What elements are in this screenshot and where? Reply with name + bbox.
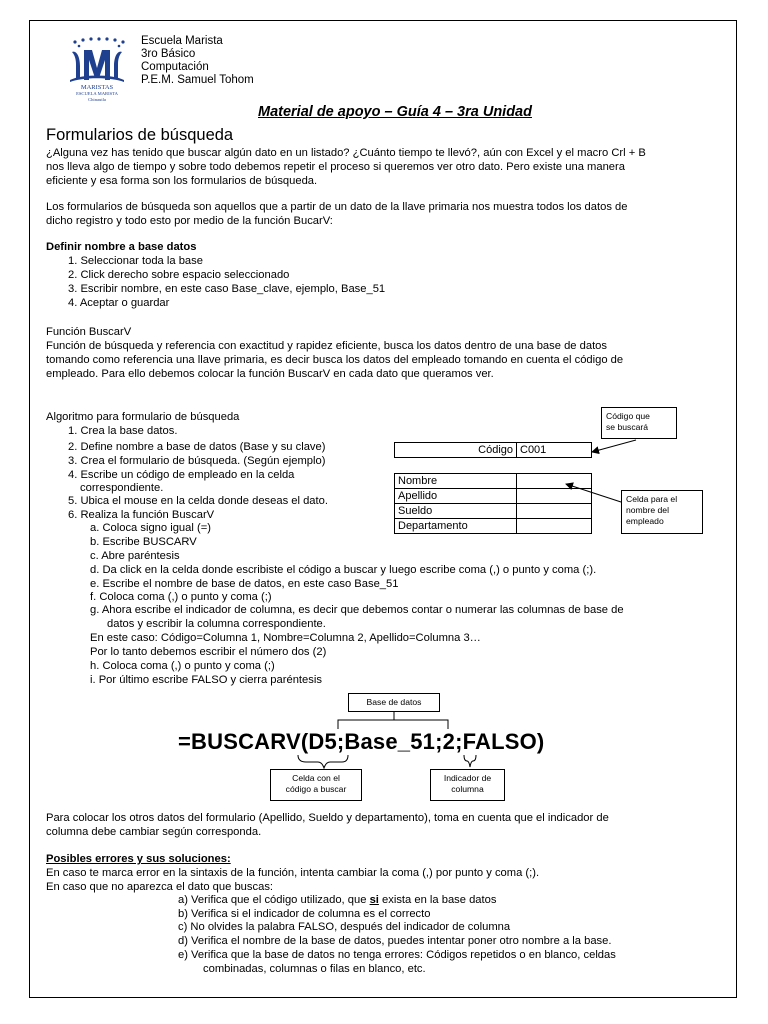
errors-item: e) Verifica que la base de datos no tenga errores: Códigos repetidos o en blanco, celdas (178, 949, 616, 961)
field-value (517, 489, 592, 504)
algorithm-step: 4. Escribe un código de empleado en la celda (68, 469, 295, 481)
intro-line: eficiente y esa forma son los formularios de búsqueda. (46, 175, 318, 187)
algorithm-substep: e. Escribe el nombre de base de datos, en este caso Base_51 (90, 578, 399, 590)
errors-item: d) Verifica el nombre de la base de datos, puedes intentar poner otro nombre a la base. (178, 935, 612, 947)
algorithm-example: En este caso: Código=Columna 1, Nombre=Columna 2, Apellido=Columna 3… (90, 632, 481, 644)
define-name-item: 1. Seleccionar toda la base (68, 255, 203, 267)
algorithm-step: 6. Realiza la función BuscarV (68, 509, 215, 521)
label-cell (270, 769, 362, 801)
algorithm-heading: Algoritmo para formulario de búsqueda (46, 411, 240, 423)
label-base-text: Base de datos (366, 697, 422, 707)
callout-code-line: Código que (606, 411, 650, 421)
errors-item-a-post: exista en la base datos (378, 894, 497, 906)
logo-text-location: Chinautla (88, 97, 106, 102)
buscarv-line: empleado. Para ello debemos colocar la función BuscarV en cada dato que queramos ver. (46, 368, 494, 380)
header-teacher: P.E.M. Samuel Tohom (141, 74, 254, 86)
define-name-item: 2. Click derecho sobre espacio seleccionado (68, 269, 290, 281)
code-row-table (394, 442, 592, 458)
algorithm-substep: h. Coloca coma (,) o punto y coma (;) (90, 660, 275, 672)
errors-item: combinadas, columnas o filas en blanco, etc. (203, 963, 426, 975)
buscarv-heading: Función BuscarV (46, 326, 132, 338)
algorithm-substep: b. Escribe BUSCARV (90, 536, 197, 548)
logo-text-school: ESCUELA MARISTA (76, 91, 118, 96)
field-value (517, 474, 592, 489)
field-label: Sueldo (395, 504, 517, 519)
errors-item: b) Verifica si el indicador de columna es el correcto (178, 908, 431, 920)
logo-text-maristas: MARISTAS (80, 84, 114, 91)
other-data-line: columna debe cambiar según corresponda. (46, 826, 262, 838)
field-value (517, 504, 592, 519)
field-value (517, 519, 592, 534)
callout-code-line: se buscará (606, 422, 649, 432)
errors-item: c) No olvides la palabra FALSO, después del indicador de columna (178, 921, 511, 933)
callout-cell-line: nombre del (626, 505, 669, 515)
errors-heading: Posibles errores y sus soluciones: (46, 853, 231, 865)
other-data-line: Para colocar los otros datos del formulario (Apellido, Sueldo y departamento), toma en cuenta que el indicador de (46, 812, 609, 824)
form-fields-table (394, 473, 592, 534)
form-row (395, 519, 592, 534)
field-label: Nombre (395, 474, 517, 489)
intro-line: ¿Alguna vez has tenido que buscar algún dato en un listado? ¿Cuánto tiempo te llevó?, aún con Excel y el macro Crl + B (46, 147, 646, 159)
callout-code (601, 407, 677, 439)
label-indicator-line: columna (451, 784, 484, 794)
algorithm-step: 3. Crea el formulario de búsqueda. (Según ejemplo) (68, 455, 326, 467)
label-indicator (430, 769, 505, 801)
define-name-item: 4. Aceptar o guardar (68, 297, 170, 309)
algorithm-substep: datos y escribir la columna correspondiente. (107, 618, 326, 630)
definition-line: Los formularios de búsqueda son aquellos que a partir de un dato de la llave primaria nos muestra todos los datos de (46, 201, 628, 213)
buscarv-line: Función de búsqueda y referencia con exactitud y rapidez eficiente, busca los datos dentro de una base de datos (46, 340, 607, 352)
callout-cell-line: empleado (626, 516, 664, 526)
algorithm-substep: f. Coloca coma (,) o punto y coma (;) (90, 591, 272, 603)
errors-item-a-em: si (369, 894, 379, 906)
callout-cell-line: Celda para el (626, 494, 678, 504)
algorithm-example: Por lo tanto debemos escribir el número dos (2) (90, 646, 327, 658)
errors-line: En caso que no aparezca el dato que buscas: (46, 881, 274, 893)
form-row (395, 489, 592, 504)
algorithm-substep: i. Por último escribe FALSO y cierra paréntesis (90, 674, 322, 686)
label-cell-line: código a buscar (285, 784, 347, 794)
define-name-item: 3. Escribir nombre, en este caso Base_clave, ejemplo, Base_51 (68, 283, 386, 295)
code-label: Código (395, 443, 517, 458)
algorithm-substep: g. Ahora escribe el indicador de columna, es decir que debemos contar o numerar las columnas de base de (90, 604, 624, 616)
callout-cell (621, 490, 703, 534)
definition-line: dicho registro y todo esto por medio de la función BucarV: (46, 215, 333, 227)
buscarv-line: tomando como referencia una llave primaria, es decir busca los datos del empleado tomando en cuenta el código de (46, 354, 624, 366)
formula-text: =BUSCARV(D5;Base_51;2;FALSO) (178, 729, 545, 754)
label-indicator-line: Indicador de (443, 773, 492, 783)
school-logo (62, 36, 132, 102)
label-base-de-datos (348, 693, 440, 712)
page-title: Material de apoyo – Guía 4 – 3ra Unidad (258, 104, 532, 120)
algorithm-substep: c. Abre paréntesis (90, 550, 180, 562)
algorithm-substep: a. Coloca signo igual (=) (90, 522, 211, 534)
algorithm-step: 2. Define nombre a base de datos (Base y su clave) (68, 441, 326, 453)
define-name-heading: Definir nombre a base datos (46, 241, 197, 253)
algorithm-step: 1. Crea la base datos. (68, 425, 178, 437)
field-label: Apellido (395, 489, 517, 504)
algorithm-step: 5. Ubica el mouse en la celda donde deseas el dato. (68, 495, 328, 507)
errors-item-a-pre: a) Verifica que el código utilizado, que (178, 894, 370, 906)
errors-item (178, 894, 496, 908)
form-row (395, 504, 592, 519)
header-course: Computación (141, 61, 209, 73)
field-label: Departamento (395, 519, 517, 534)
code-value: C001 (517, 443, 592, 458)
section-title: Formularios de búsqueda (46, 126, 234, 144)
intro-line: nos lleva algo de tiempo y sobre todo debemos repetir el proceso si queremos ver otro dato. Pero existe una manera (46, 161, 625, 173)
algorithm-substep: d. Da click en la celda donde escribiste el código a buscar y luego escribe coma (,) o punto y coma (;). (90, 564, 597, 576)
header-school: Escuela Marista (141, 35, 223, 47)
algorithm-step: correspondiente. (80, 482, 164, 494)
errors-line: En caso te marca error en la sintaxis de la función, intenta cambiar la coma (,) por punto y coma (;). (46, 867, 540, 879)
label-cell-line: Celda con el (292, 773, 340, 783)
header-grade: 3ro Básico (141, 48, 196, 60)
form-row (395, 474, 592, 489)
